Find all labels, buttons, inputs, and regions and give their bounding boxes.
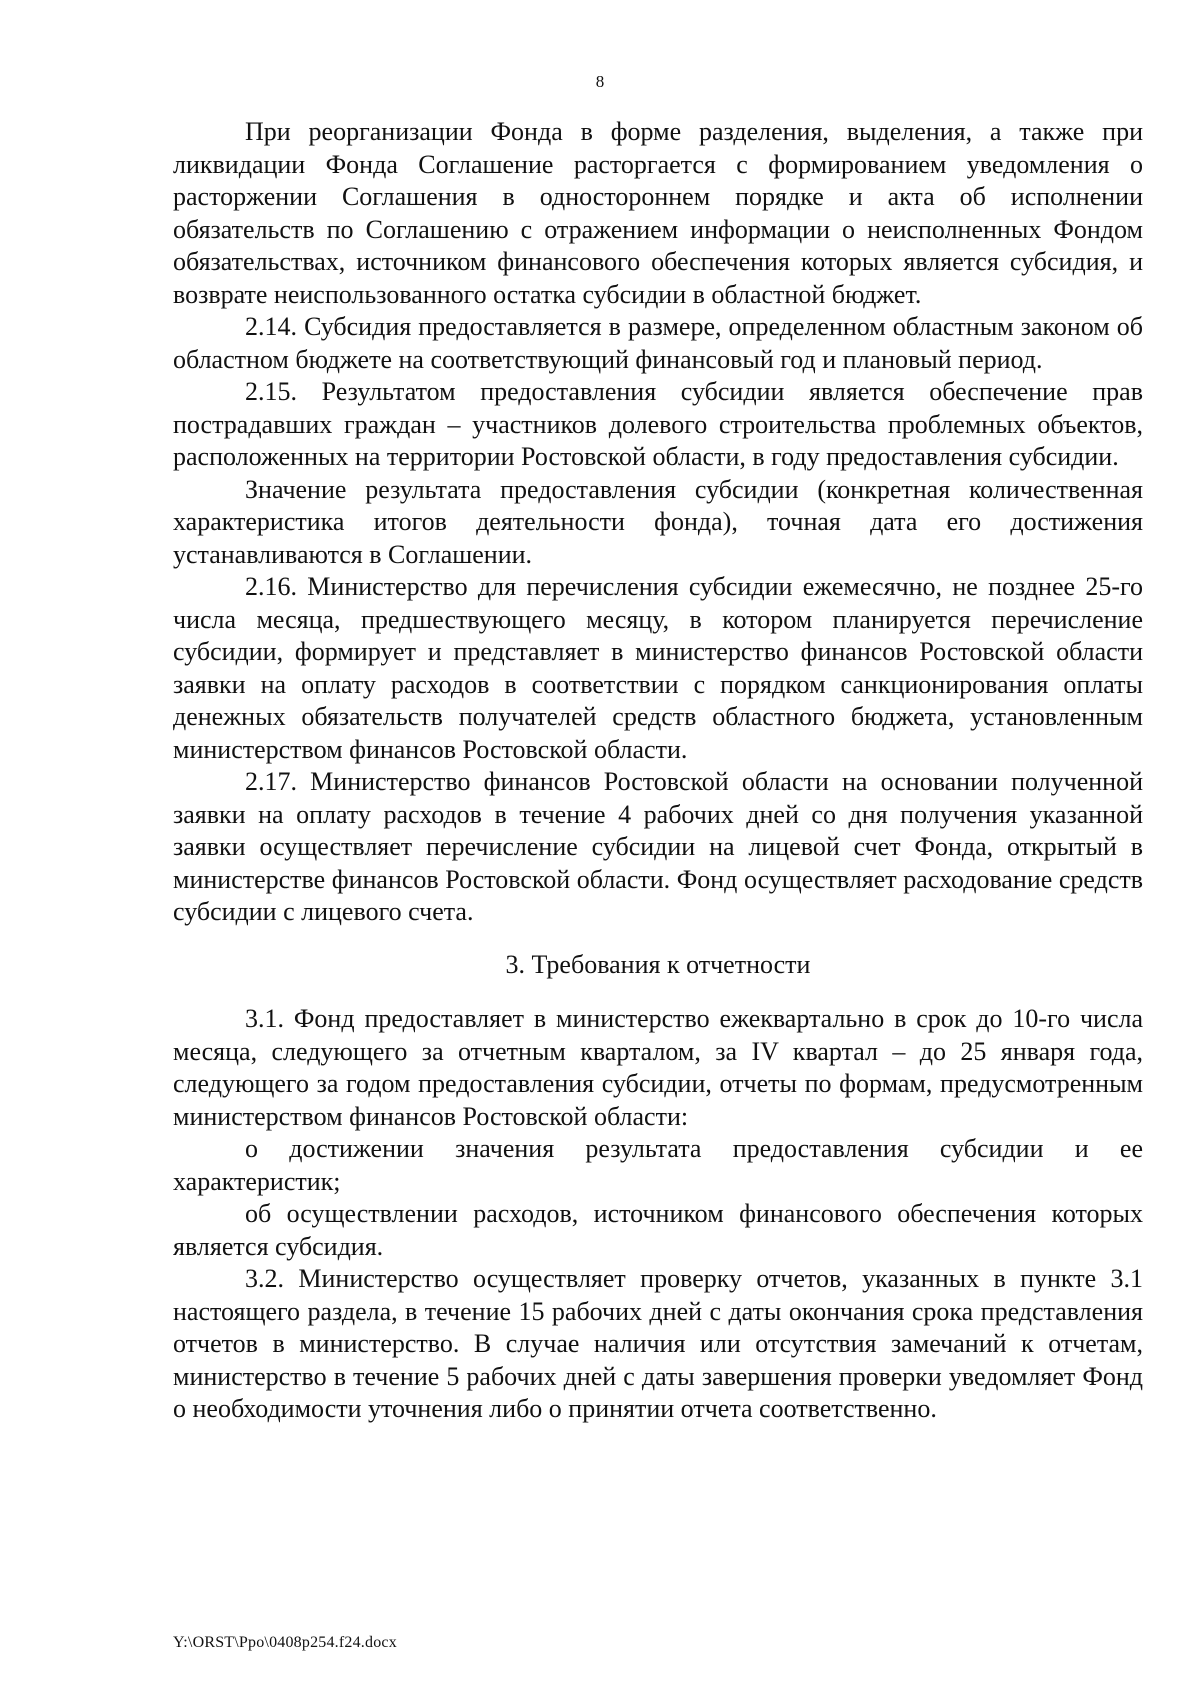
paragraph-report-expenses: об осуществлении расходов, источником финансового обеспечения которых является субсидия. [173, 1199, 1143, 1261]
paragraph-3-2: 3.2. Министерство осуществляет проверку отчетов, указанных в пункте 3.1 настоящего раздела, в течение 15 рабочих дней с даты окончания срока представления отчетов в министерство. В случае наличия или отсутствия замечаний к отчетам, министерство в течение 5 рабочих дней с даты завершения проверки уведомляет Фонд о необходимости уточнения либо о принятии отчета соответственно. [173, 1264, 1143, 1423]
paragraph-2-16: 2.16. Министерство для перечисления субсидии ежемесячно, не позднее 25-го числа месяца, предшествующего месяцу, в котором планируется перечисление субсидии, формирует и представляет в министерство финансов Ростовской области заявки на оплату расходов в соответствии с порядком санкционирования оплаты денежных обязательств получателей средств областного бюджета, установленным министерством финансов Ростовской области. [173, 572, 1143, 764]
footer-file-path: Y:\ORST\Ppo\0408p254.f24.docx [173, 1634, 397, 1651]
paragraph-2-15: 2.15. Результатом предоставления субсидии является обеспечение прав пострадавших граждан – участников долевого строительства проблемных объектов, расположенных на территории Ростовской области, в году предоставления субсидии. [173, 377, 1143, 471]
paragraph-report-achievement: о достижении значения результата предоставления субсидии и ее характеристик; [173, 1134, 1143, 1196]
paragraph-result-value: Значение результата предоставления субсидии (конкретная количественная характеристика итогов деятельности фонда), точная дата его достижения устанавливаются в Соглашении. [173, 474, 1143, 569]
section-heading: 3. Требования к отчетности [505, 949, 811, 979]
paragraph-2-14: 2.14. Субсидия предоставляется в размере, определенном областным законом об областном бюджете на соответствующий финансовый год и плановый период. [173, 312, 1143, 374]
paragraph-reorganization: При реорганизации Фонда в форме разделения, выделения, а также при ликвидации Фонда Соглашение расторгается с формированием уведомления о расторжении Соглашения в одностороннем порядке и акта об исполнении обязательств по Соглашению с отражением информации о неисполненных Фондом обязательствах, источником финансового обеспечения которых является субсидия, и возврате неиспользованного остатка субсидии в областной бюджет. [173, 117, 1143, 309]
paragraph-3-1: 3.1. Фонд предоставляет в министерство ежеквартально в срок до 10-го числа месяца, следующего за отчетным кварталом, за IV квартал – до 25 января года, следующего за годом предоставления субсидии, отчеты по формам, предусмотренным министерством финансов Ростовской области: [173, 1004, 1143, 1131]
document-body [173, 116, 1143, 1426]
page-number: 8 [595, 72, 605, 91]
paragraph-2-17: 2.17. Министерство финансов Ростовской области на основании полученной заявки на оплату расходов в течение 4 рабочих дней со дня получения указанной заявки осуществляет перечисление субсидии на лицевой счет Фонда, открытый в министерстве финансов Ростовской области. Фонд осуществляет расходование средств субсидии с лицевого счета. [173, 767, 1143, 926]
